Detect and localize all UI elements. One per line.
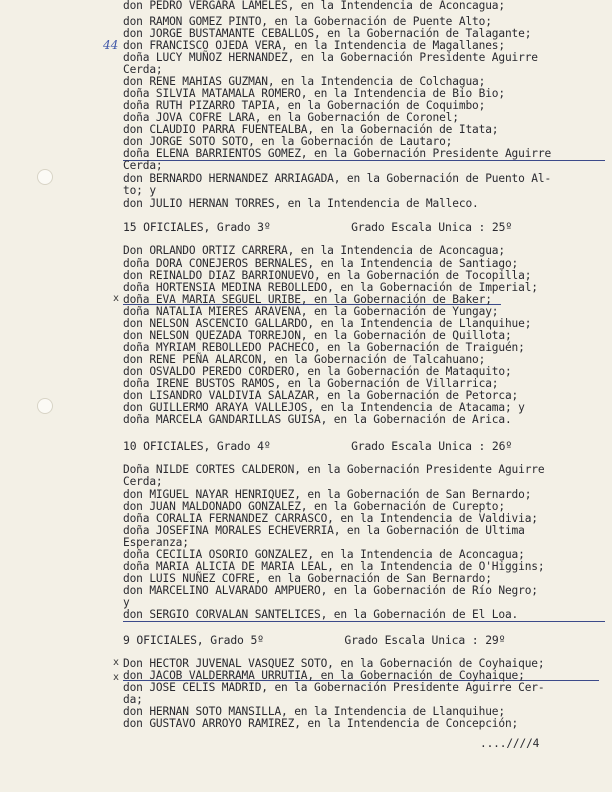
punch-hole: [37, 398, 53, 414]
text-line: don MARCELINO ALVARADO AMPUERO, en la Gobernación de Río Negro;: [123, 584, 538, 597]
text-line: don JULIO HERNAN TORRES, en la Intendencia de Malleco.: [123, 197, 479, 210]
text-line: to; y: [123, 184, 156, 197]
text-line: don MIGUEL NAYAR HENRIQUEZ, en la Gobernación de San Bernardo;: [123, 488, 532, 501]
text-line: don BERNARDO HERNANDEZ ARRIAGADA, en la Gobernación de Puento Al-: [123, 172, 552, 185]
text-line: doña CORALIA FERNANDEZ CARRASCO, en la Intendencia de Valdivia;: [123, 512, 538, 525]
text-line: doña DORA CONEJEROS BERNALES, en la Intendencia de Santiago;: [123, 257, 519, 270]
text-line: don LISANDRO VALDIVIA SALAZAR, en la Gobernación de Petorca;: [123, 389, 519, 402]
text-line: doña MYRIAM REBOLLEDO PACHECO, en la Gobernación de Traiguén;: [123, 341, 525, 354]
text-line: doña MARIA ALICIA DE MARIA LEAL, en la Intendencia de O'Higgins;: [123, 560, 545, 573]
section-heading: 9 OFICIALES, Grado 5º Grado Escala Unica : 29º: [123, 633, 506, 647]
page-continuation-mark: ....////4: [480, 737, 540, 750]
strike-mark: x: [113, 657, 120, 668]
text-line: don SERGIO CORVALAN SANTELICES, en la Gobernación de El Loa.: [123, 608, 519, 621]
text-line: doña ELENA BARRIENTOS GOMEZ, en la Gobernación Presidente Aguirre: [123, 147, 552, 160]
strike-mark: x: [113, 672, 120, 683]
text-line: doña MARCELA GANDARILLAS GUISA, en la Gobernación de Arica.: [123, 413, 512, 426]
text-line: don RENE MAHIAS GUZMAN, en la Intendencia de Colchagua;: [123, 75, 486, 88]
underline-mark: [123, 621, 605, 622]
punch-hole: [37, 169, 53, 185]
text-line: da;: [123, 693, 143, 706]
text-line: Don ORLANDO ORTIZ CARRERA, en la Intendencia de Aconcagua;: [123, 244, 505, 257]
text-line: doña SILVIA MATAMALA ROMERO, en la Intendencia de Bio Bio;: [123, 87, 505, 100]
text-line: don RAMON GOMEZ PINTO, en la Gobernación de Puente Alto;: [123, 15, 492, 28]
text-line: don RENE PEÑA ALARCON, en la Gobernación de Talcahuano;: [123, 353, 486, 366]
text-line: doña RUTH PIZARRO TAPIA, en la Gobernación de Coquimbo;: [123, 99, 486, 112]
text-line: don NELSON QUEZADA TORREJON, en la Gobernación de Quillota;: [123, 329, 512, 342]
text-line: doña JOSEFINA MORALES ECHEVERRIA, en la Gobernación de Ultima: [123, 524, 525, 537]
text-line: y: [123, 596, 130, 609]
text-line: don FRANCISCO OJEDA VERA, en la Intendencia de Magallanes;: [123, 39, 505, 52]
text-line: doña LUCY MUÑOZ HERNANDEZ, en la Gobernación Presidente Aguirre: [123, 51, 538, 64]
text-line: don GUILLERMO ARAYA VALLEJOS, en la Intendencia de Atacama; y: [123, 401, 525, 414]
text-line: don PEDRO VERGARA LAMELES, en la Intendencia de Aconcagua;: [123, 0, 505, 12]
text-line: don GUSTAVO ARROYO RAMIREZ, en la Intendencia de Concepción;: [123, 717, 519, 730]
text-line: doña IRENE BUSTOS RAMOS, en la Gobernación de Villarrica;: [123, 377, 499, 390]
text-line: Cerda;: [123, 63, 163, 76]
text-line: doña JOVA COFRE LARA, en la Gobernación de Coronel;: [123, 111, 459, 124]
text-line: don NELSON ASCENCIO GALLARDO, en la Intendencia de Llanquihue;: [123, 317, 532, 330]
text-line: don LUIS NUÑEZ COFRE, en la Gobernación de San Bernardo;: [123, 572, 492, 585]
strike-mark: x: [113, 293, 120, 304]
section-heading: 15 OFICIALES, Grado 3º Grado Escala Unica : 25º: [123, 220, 513, 234]
text-line: don JORGE SOTO SOTO, en la Gobernación de Lautaro;: [123, 135, 453, 148]
text-line: doña HORTENSIA MEDINA REBOLLEDO, en la Gobernación de Imperial;: [123, 281, 538, 294]
text-line: don JUAN MALDONADO GONZALEZ, en la Gobernación de Curepto;: [123, 500, 505, 513]
text-line: don OSVALDO PEREDO CORDERO, en la Gobernación de Mataquito;: [123, 365, 512, 378]
margin-note: 44: [103, 38, 119, 52]
text-line: doña EVA MARIA SEGUEL URIBE, en la Gobernación de Baker;: [123, 293, 492, 306]
text-line: don JORGE BUSTAMANTE CEBALLOS, en la Gobernación de Talagante;: [123, 27, 532, 40]
text-line: doña CECILIA OSORIO GONZALEZ, en la Intendencia de Aconcagua;: [123, 548, 525, 561]
text-line: don CLAUDIO PARRA FUENTEALBA, en la Gobernación de Itata;: [123, 123, 499, 136]
text-line: don REINALDO DIAZ BARRIONUEVO, en la Gobernación de Tocopilla;: [123, 269, 532, 282]
text-line: don HERNAN SOTO MANSILLA, en la Intendencia de Llanquihue;: [123, 705, 505, 718]
text-line: Don HECTOR JUVENAL VASQUEZ SOTO, en la Gobernación de Coyhaique;: [123, 657, 545, 670]
text-line: Cerda;: [123, 475, 163, 488]
text-line: don JOSE CELIS MADRID, en la Gobernación Presidente Aguirre Cer-: [123, 681, 545, 694]
text-line: don JACOB VALDERRAMA URRUTIA, en la Gobernación de Coyhaique;: [123, 669, 525, 682]
text-line: Cerda;: [123, 159, 163, 172]
section-heading: 10 OFICIALES, Grado 4º Grado Escala Unica : 26º: [123, 439, 513, 453]
text-line: Esperanza;: [123, 536, 189, 549]
text-line: Doña NILDE CORTES CALDERON, en la Gobernación Presidente Aguirre: [123, 463, 545, 476]
underline-mark: [123, 160, 605, 161]
text-line: doña NATALIA MIERES ARAVENA, en la Gobernación de Yungay;: [123, 305, 499, 318]
